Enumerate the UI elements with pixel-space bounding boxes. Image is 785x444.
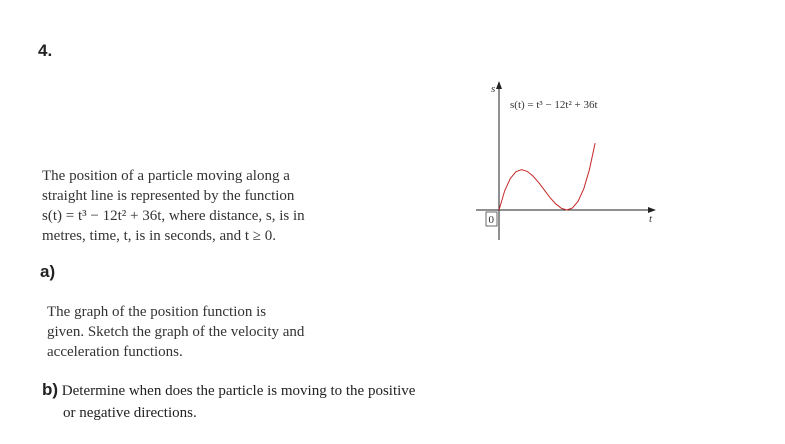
problem-statement [42, 166, 342, 246]
part-b [42, 379, 472, 424]
problem-line: metres, time, t, is in seconds, and t ≥ 0. [42, 228, 277, 244]
part-b-label: b) [42, 380, 59, 399]
position-curve [499, 143, 595, 210]
part-b-line: Determine when does the particle is moving to the positive [58, 383, 416, 399]
function-label: s(t) = t³ − 12t² + 36t [510, 99, 598, 111]
part-a-text [47, 302, 337, 362]
question-number: 4. [38, 41, 53, 60]
origin-label: 0 [488, 214, 494, 226]
position-graph [472, 80, 662, 245]
part-a-label: a) [40, 262, 56, 281]
part-b-line: or negative directions. [63, 405, 197, 421]
part-a-line: The graph of the position function is [47, 304, 267, 320]
problem-line: s(t) = t³ − 12t² + 36t, where distance, s, is in [42, 208, 305, 224]
x-axis-label: t [649, 213, 653, 225]
part-a-line: given. Sketch the graph of the velocity and [47, 324, 305, 340]
y-axis-label: s [491, 83, 496, 95]
part-a-line: acceleration functions. [47, 344, 183, 360]
problem-line: The position of a particle moving along a [42, 168, 290, 184]
problem-line: straight line is represented by the function [42, 188, 295, 204]
